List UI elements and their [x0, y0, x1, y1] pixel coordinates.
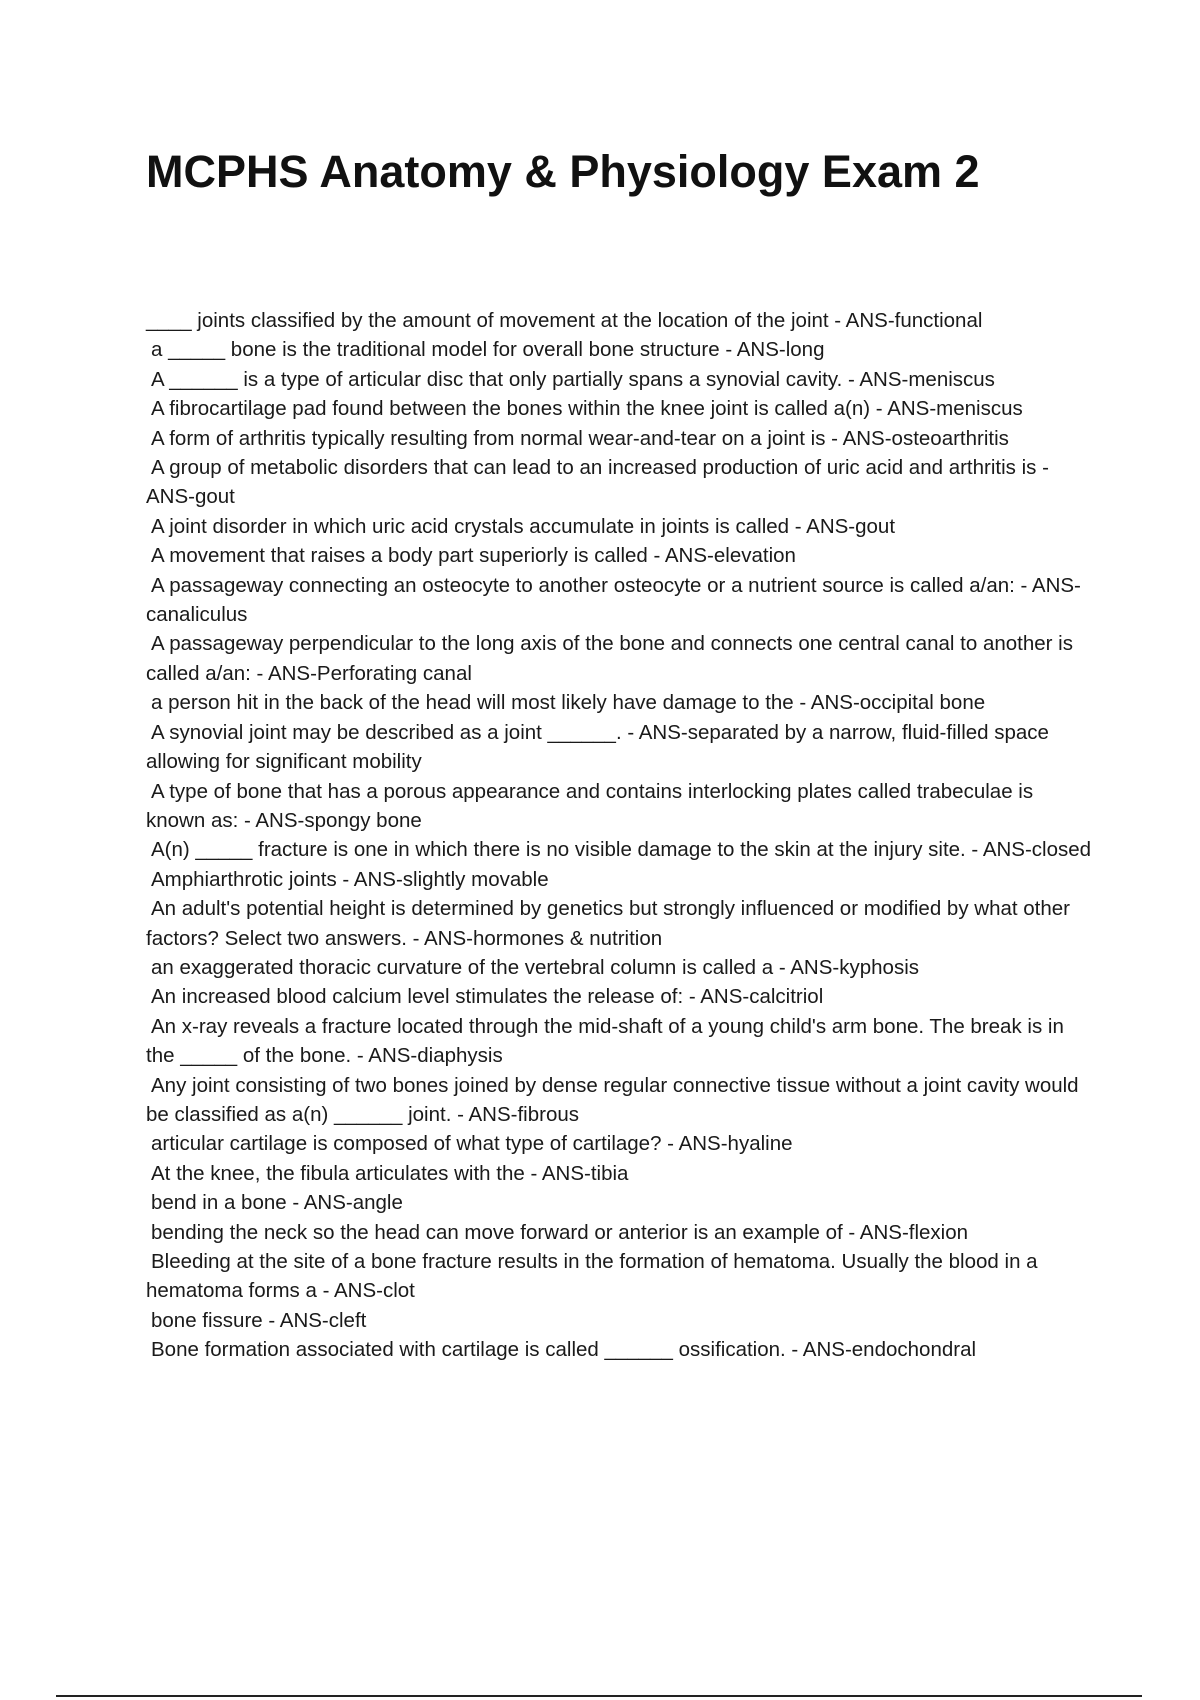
- qa-item: An increased blood calcium level stimulates the release of: - ANS-calcitriol: [151, 985, 824, 1009]
- qa-item: A joint disorder in which uric acid crystals accumulate in joints is called - ANS-gout: [151, 514, 896, 538]
- qa-item: A movement that raises a body part superiorly is called - ANS-elevation: [151, 544, 796, 568]
- qa-item: An x-ray reveals a fracture located through the mid-shaft of a young child's arm bone. The break is in the _____ of the bone. - ANS-diaphysis: [146, 1014, 1064, 1068]
- qa-item: A ______ is a type of articular disc that only partially spans a synovial cavity. - ANS-meniscus: [151, 367, 995, 391]
- qa-list: [146, 306, 1096, 1365]
- qa-item: A fibrocartilage pad found between the bones within the knee joint is called a(n) - ANS-meniscus: [151, 397, 1023, 421]
- qa-item: bend in a bone - ANS-angle: [151, 1191, 403, 1215]
- qa-item: Amphiarthrotic joints - ANS-slightly movable: [151, 867, 549, 891]
- qa-item: A type of bone that has a porous appearance and contains interlocking plates called trabeculae is known as: - ANS-spongy bone: [146, 779, 1034, 832]
- qa-item: At the knee, the fibula articulates with the - ANS-tibia: [151, 1161, 629, 1185]
- qa-item: an exaggerated thoracic curvature of the vertebral column is called a - ANS-kyphosis: [151, 955, 919, 979]
- qa-item: A group of metabolic disorders that can lead to an increased production of uric acid and arthritis is - ANS-gout: [146, 456, 1049, 509]
- qa-item: ____ joints classified by the amount of movement at the location of the joint - ANS-functional: [146, 309, 983, 332]
- page-title: MCPHS Anatomy & Physiology Exam 2: [146, 146, 980, 197]
- qa-item: A form of arthritis typically resulting from normal wear-and-tear on a joint is - ANS-osteoarthritis: [151, 426, 1009, 450]
- qa-item: A passageway perpendicular to the long axis of the bone and connects one central canal to another is called a/an: - ANS-Perforating canal: [146, 632, 1073, 685]
- qa-item: articular cartilage is composed of what type of cartilage? - ANS-hyaline: [151, 1132, 793, 1156]
- qa-item: bone fissure - ANS-cleft: [151, 1308, 367, 1332]
- footer-divider: [56, 1695, 1142, 1697]
- qa-item: A(n) _____ fracture is one in which there is no visible damage to the skin at the injury site. - ANS-closed: [151, 838, 1092, 862]
- qa-item: A passageway connecting an osteocyte to another osteocyte or a nutrient source is called a/an: - ANS-canaliculus: [146, 573, 1081, 627]
- qa-item: A synovial joint may be described as a joint ______. - ANS-separated by a narrow, fluid-filled space allowing for significant mobility: [146, 720, 1049, 774]
- qa-item: a _____ bone is the traditional model for overall bone structure - ANS-long: [151, 338, 825, 362]
- qa-item: bending the neck so the head can move forward or anterior is an example of - ANS-flexion: [151, 1220, 969, 1244]
- qa-item: An adult's potential height is determined by genetics but strongly influenced or modified by what other factors? Select two answers. - ANS-hormones & nutrition: [146, 897, 1070, 950]
- qa-item: a person hit in the back of the head will most likely have damage to the - ANS-occipital bone: [151, 691, 986, 715]
- qa-item: Bleeding at the site of a bone fracture results in the formation of hematoma. Usually the blood in a hematoma forms a - ANS-clot: [146, 1250, 1038, 1303]
- qa-item: Any joint consisting of two bones joined by dense regular connective tissue without a joint cavity would be classified as a(n) ______ joint. - ANS-fibrous: [146, 1073, 1079, 1126]
- qa-item: Bone formation associated with cartilage is called ______ ossification. - ANS-endochondral: [151, 1338, 977, 1362]
